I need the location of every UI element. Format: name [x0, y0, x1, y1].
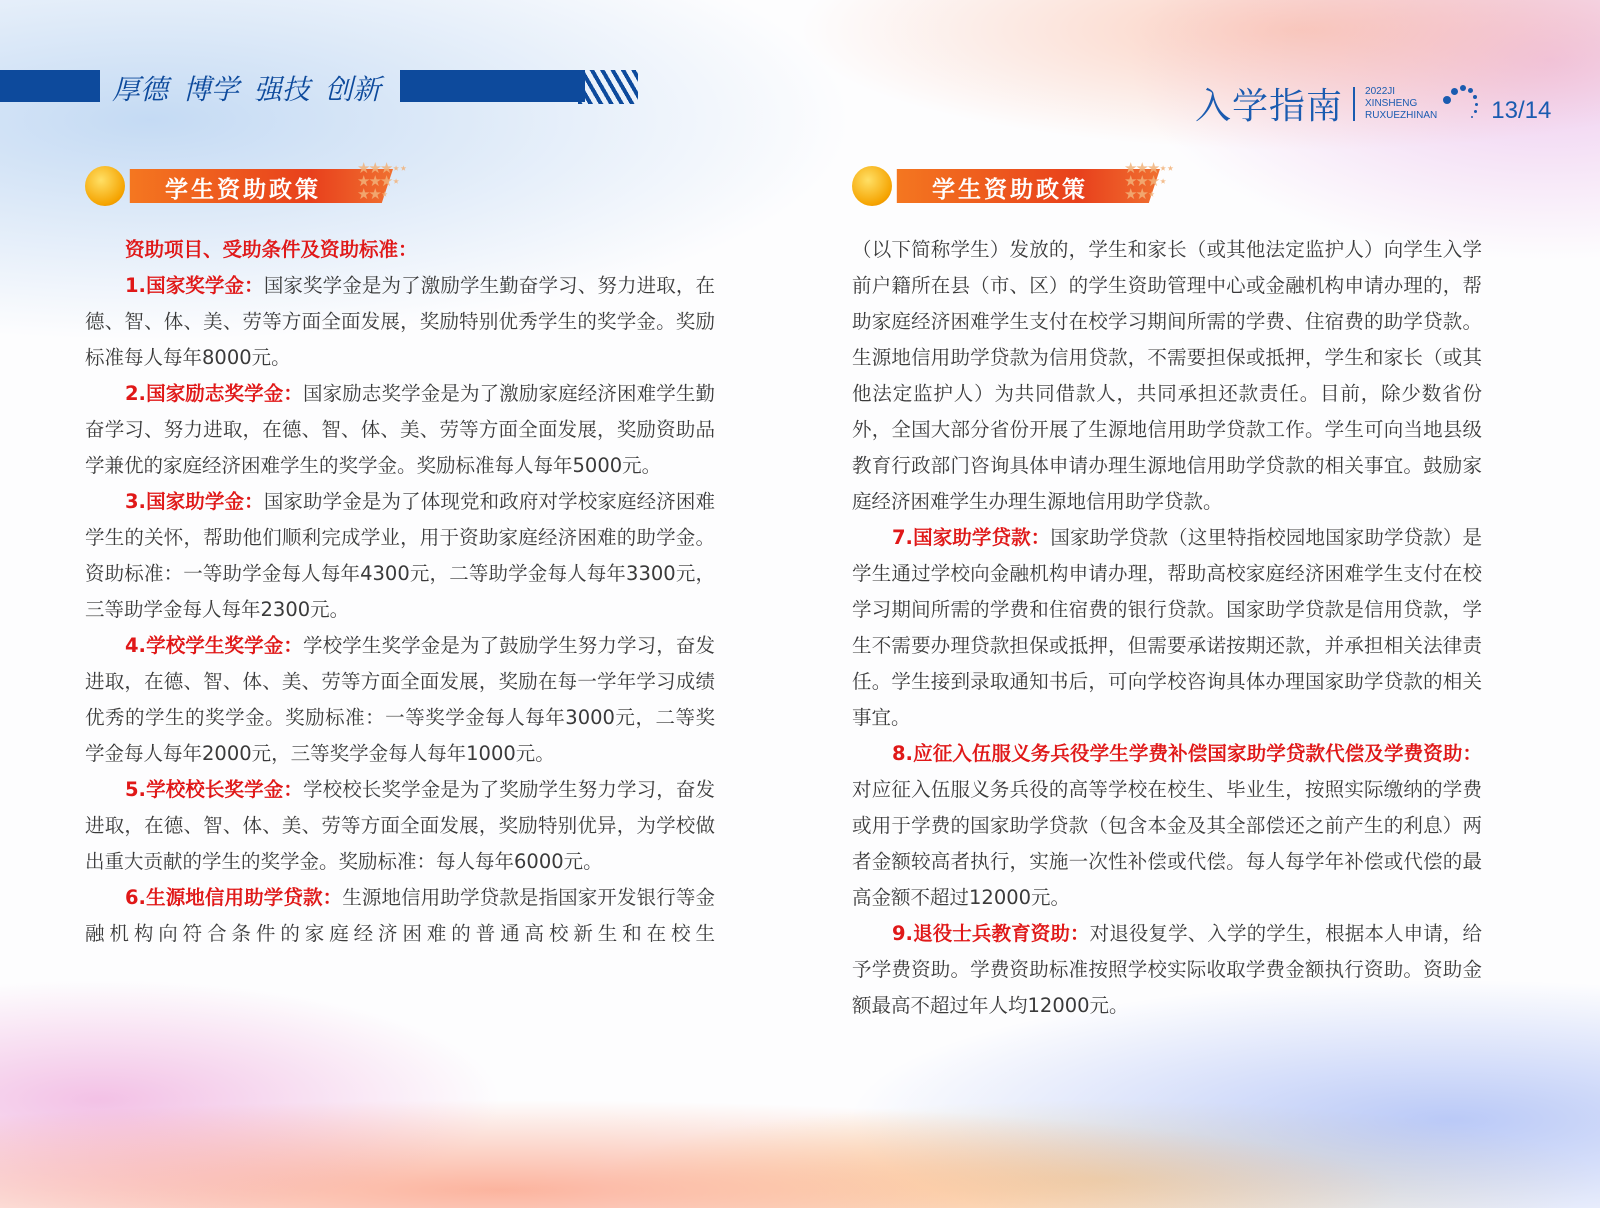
- orange-ball-icon: [852, 166, 892, 206]
- header-bar-right: [400, 70, 585, 102]
- stars-icon: ★★★⋆⋆ ★★★⋆ ★★⋆: [357, 159, 407, 203]
- paragraph: 5.学校校长奖学金：学校校长奖学金是为了奖励学生努力学习，奋发进取，在德、智、体、美、劳等方面全面发展，奖励特别优异，为学校做出重大贡献的学生的奖学金。奖励标准：每人每年6000元。: [85, 778, 715, 873]
- paragraph-continuation: （以下简称学生）发放的，学生和家长（或其他法定监护人）向学生入学前户籍所在县（市、区）的学生资助管理中心或金融机构申请办理的，帮助家庭经济困难学生支付在校学习期间所需的学费、住宿费的助学贷款。生源地信用助学贷款为信用贷款，不需要担保或抵押，学生和家长（或其他法定监护人）为共同借款人，共同承担还款责任。目前，除少数省份外，全国大部分省份开展了生源地信用助学贷款工作。学生可向当地县级教育行政部门咨询具体申请办理生源地信用助学贷款的相关事宜。鼓励家庭经济困难学生办理生源地信用助学贷款。: [852, 238, 1482, 513]
- header-bar-left: [0, 70, 100, 102]
- left-column: [85, 232, 715, 952]
- heading: 资助项目、受助条件及资助标准：: [124, 238, 418, 261]
- orange-ball-icon: [85, 166, 125, 206]
- stars-icon: ★★★⋆⋆ ★★★⋆ ★★⋆: [1124, 159, 1174, 203]
- page-number: 13/14: [1491, 96, 1552, 124]
- brand-subtitle: 2022JI XINSHENG RUXUEZHINAN: [1365, 85, 1438, 121]
- section-title: 学生资助政策: [165, 177, 321, 203]
- paragraph: 1.国家奖学金：国家奖学金是为了激励学生勤奋学习、努力进取，在德、智、体、美、劳等方面全面发展，奖励特别优秀学生的奖学金。奖励标准每人每年8000元。: [85, 274, 715, 369]
- paragraph: 9.退役士兵教育资助：对退役复学、入学的学生，根据本人申请，给予学费资助。学费资助标准按照学校实际收取学费金额执行资助。资助金额最高不超过年人均12000元。: [852, 922, 1482, 1017]
- divider: [1353, 87, 1355, 121]
- dots-arc-icon: [1441, 84, 1481, 124]
- paragraph: 6.生源地信用助学贷款：生源地信用助学贷款是指国家开发银行等金融机构向符合条件的家庭经济困难的普通高校新生和在校生: [85, 886, 715, 945]
- brand-title: 入学指南: [1195, 86, 1344, 127]
- header-stripes: [578, 70, 638, 104]
- paragraph: 2.国家励志奖学金：国家励志奖学金是为了激励家庭经济困难学生勤奋学习、努力进取，在德、智、体、美、劳等方面全面发展，奖励资助品学兼优的家庭经济困难学生的奖学金。奖励标准每人每年5000元。: [85, 382, 715, 477]
- brand-logo: [1195, 78, 1551, 129]
- school-motto: 厚德 博学 强技 创新: [112, 73, 381, 106]
- paragraph: 8.应征入伍服义务兵役学生学费补偿国家助学贷款代偿及学费资助：对应征入伍服义务兵役的高等学校在校生、毕业生，按照实际缴纳的学费或用于学费的国家助学贷款（包含本金及其全部偿还之前产生的利息）两者金额较高者执行，实施一次性补偿或代偿。每人每学年补偿或代偿的最高金额不超过12000元。: [852, 742, 1482, 909]
- section-title: 学生资助政策: [932, 177, 1088, 203]
- paragraph: 3.国家助学金：国家助学金是为了体现党和政府对学校家庭经济困难学生的关怀，帮助他们顺利完成学业，用于资助家庭经济困难的助学金。资助标准：一等助学金每人每年4300元，二等助学金每人每年3300元，三等助学金每人每年2300元。: [85, 490, 715, 621]
- paragraph: 7.国家助学贷款：国家助学贷款（这里特指校园地国家助学贷款）是学生通过学校向金融机构申请办理，帮助高校家庭经济困难学生支付在校学习期间所需的学费和住宿费的银行贷款。国家助学贷款是信用贷款，学生不需要办理贷款担保或抵押，但需要承诺按期还款，并承担相关法律责任。学生接到录取通知书后，可向学校咨询具体办理国家助学贷款的相关事宜。: [852, 526, 1482, 729]
- section-header-right: [852, 159, 1192, 206]
- paragraph: 4.学校学生奖学金：学校学生奖学金是为了鼓励学生努力学习，奋发进取，在德、智、体、美、劳等方面全面发展，奖励在每一学年学习成绩优秀的学生的奖学金。奖励标准：一等奖学金每人每年3000元，二等奖学金每人每年2000元，三等奖学金每人每年1000元。: [85, 634, 715, 765]
- section-header-left: [85, 159, 425, 206]
- right-column: [852, 232, 1482, 1024]
